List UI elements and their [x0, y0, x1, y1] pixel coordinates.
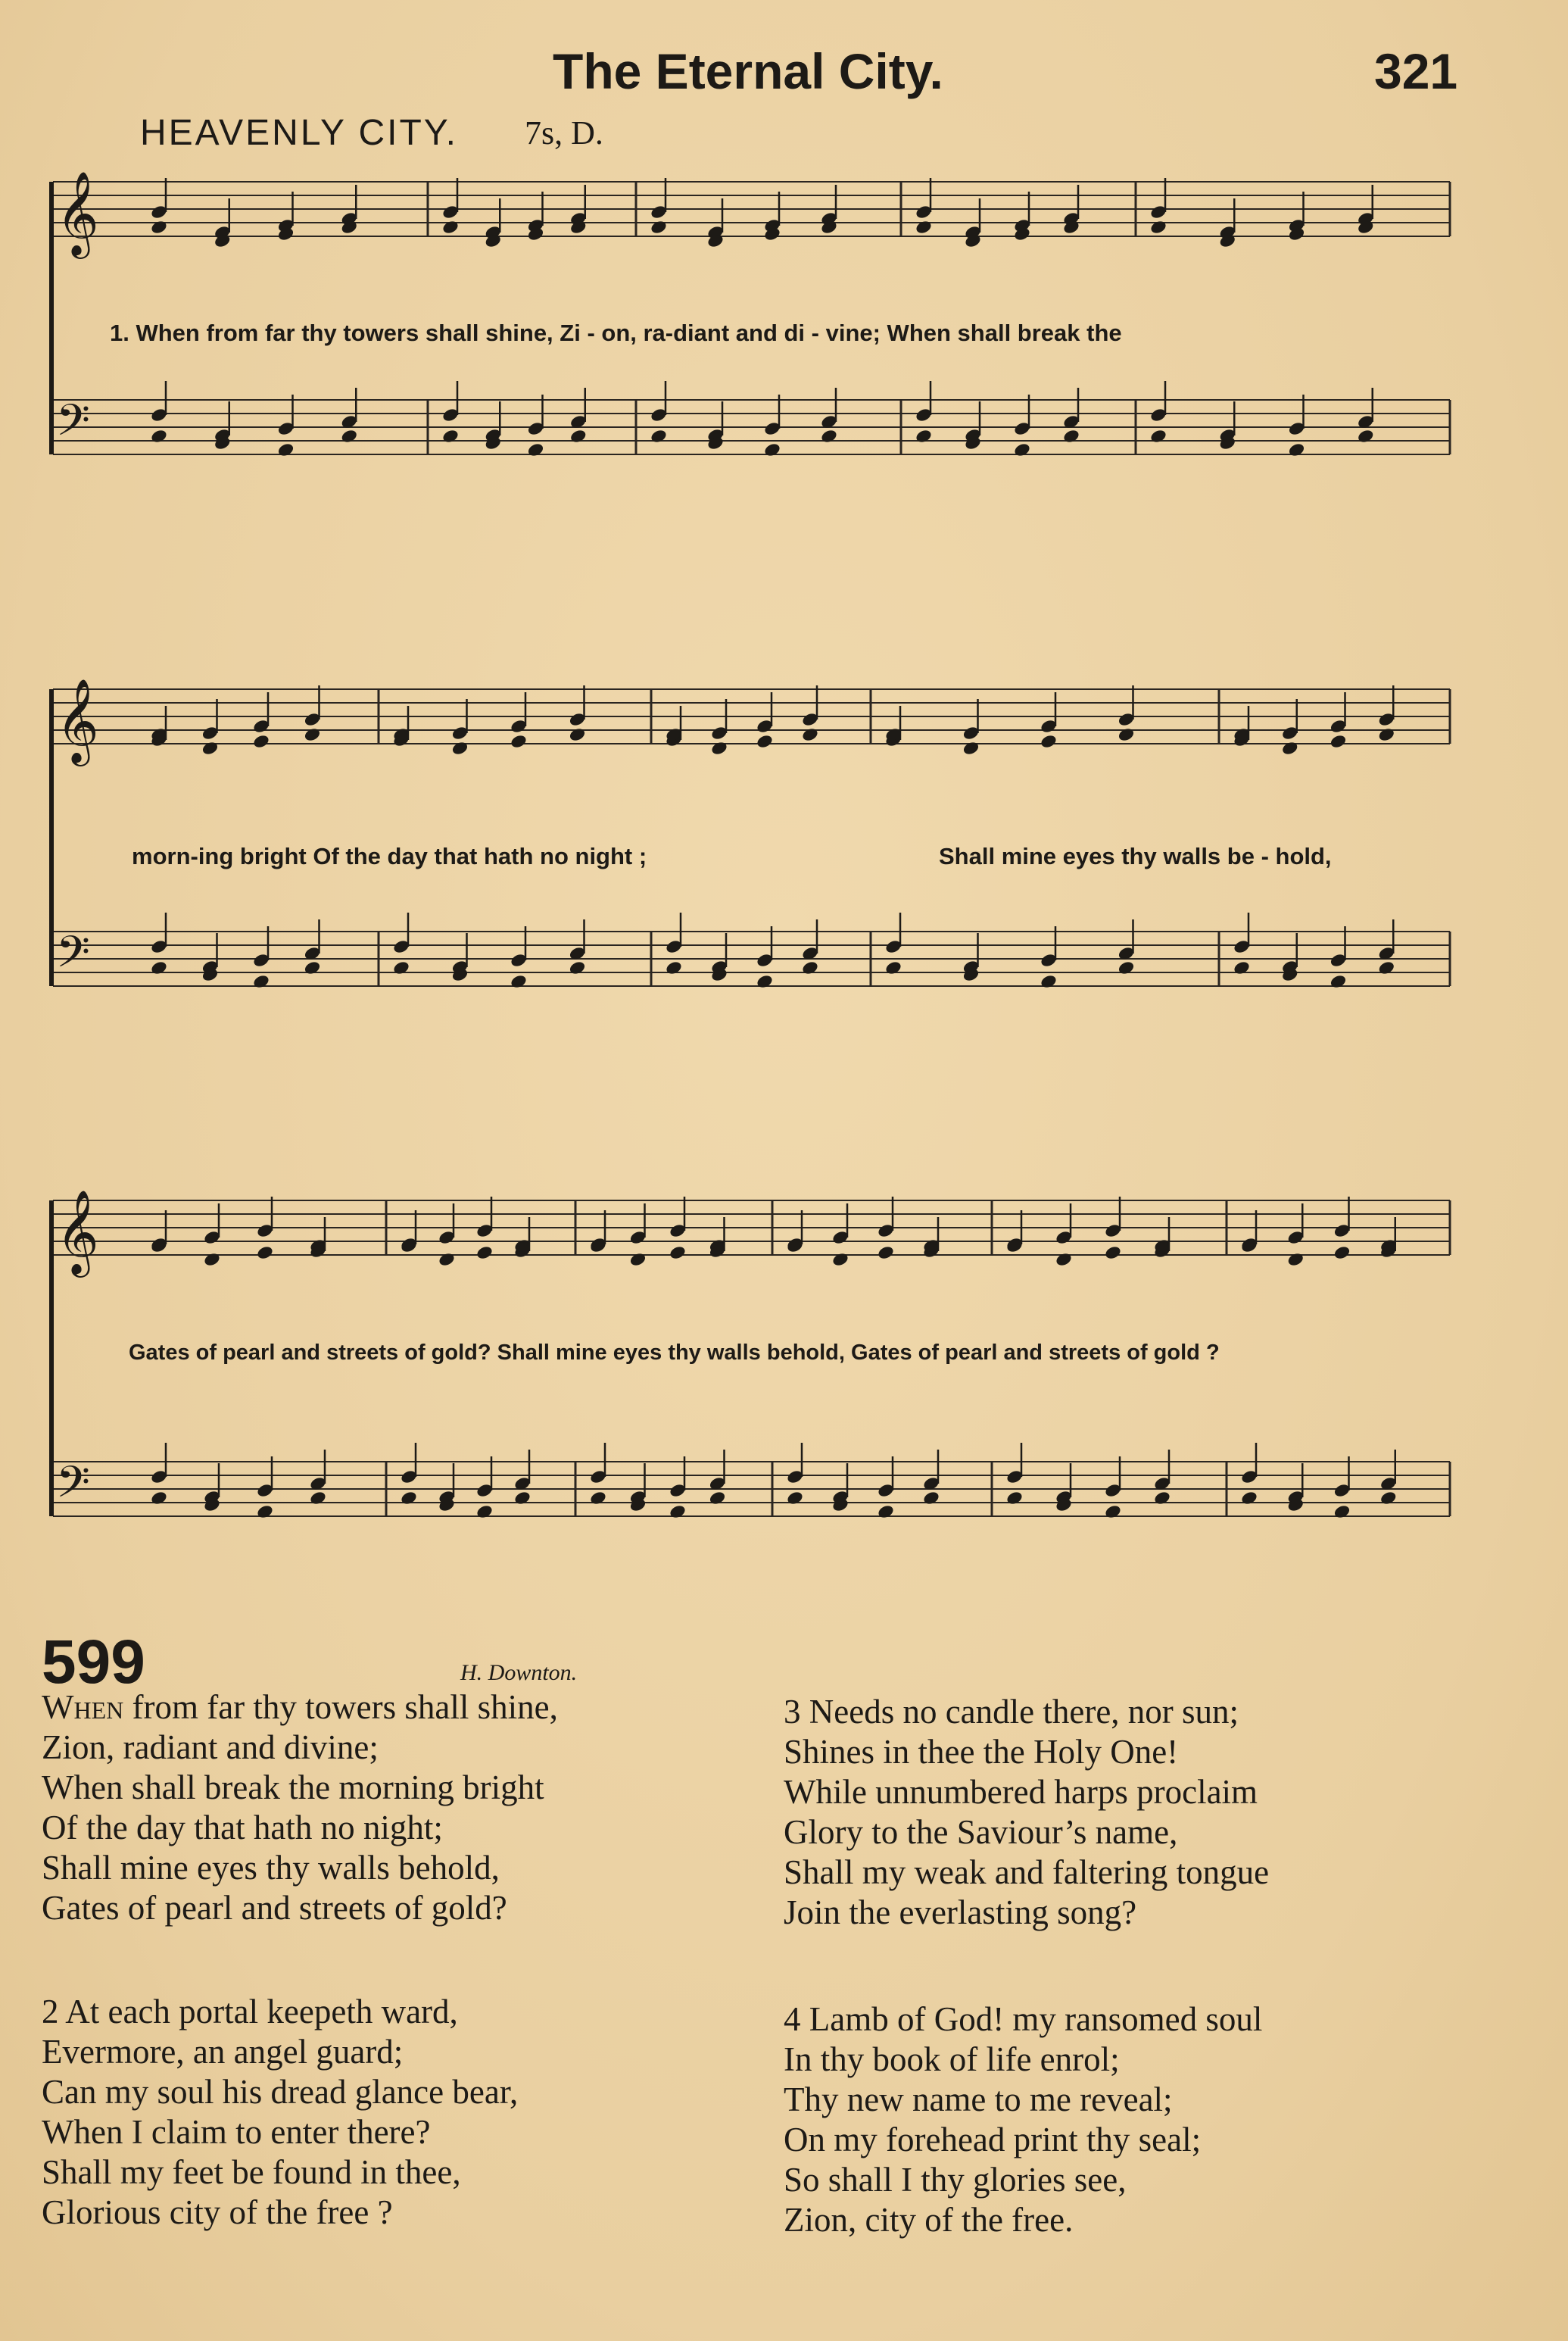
- note-head: [150, 428, 168, 444]
- note-head: [962, 740, 980, 756]
- verse-3: [784, 1692, 1269, 1933]
- verse-line: 3 Needs no candle there, nor sun;: [784, 1693, 1239, 1731]
- note-head: [1117, 960, 1135, 975]
- note-head: [1329, 733, 1347, 749]
- note-head: [150, 960, 168, 975]
- note-head: [475, 1503, 494, 1519]
- lyrics-line-2a: morn-ing bright Of the day that hath no night ;: [132, 843, 647, 869]
- verse-line: When I claim to enter there?: [42, 2113, 431, 2151]
- note-head: [438, 1251, 456, 1267]
- verse-1: [42, 1687, 558, 1928]
- verse-line: 4 Lamb of God! my ransomed soul: [784, 2000, 1263, 2038]
- bass-clef-icon: 𝄢: [56, 1456, 91, 1519]
- note-head: [441, 219, 460, 235]
- note-head: [1153, 1490, 1171, 1506]
- verse-line: While unnumbered harps proclaim: [784, 1773, 1258, 1811]
- note-head: [650, 428, 668, 444]
- note-head: [256, 1503, 274, 1519]
- note-head: [441, 428, 460, 444]
- hymn-author: H. Downton.: [460, 1660, 578, 1685]
- verse-line: Join the everlasting song?: [784, 1893, 1137, 1931]
- verse-line: On my forehead print thy seal;: [784, 2121, 1202, 2158]
- note-head: [256, 1244, 274, 1260]
- verse-line: Glorious city of the free ?: [42, 2193, 393, 2231]
- note-head: [1379, 1490, 1398, 1506]
- note-head: [801, 960, 819, 975]
- verse-line: Zion, radiant and divine;: [42, 1728, 379, 1766]
- note-head: [568, 726, 586, 742]
- verse-first-line-rest: from far thy towers shall shine,: [123, 1688, 558, 1726]
- note-head: [1286, 1251, 1305, 1267]
- note-head: [915, 219, 933, 235]
- note-head: [1104, 1244, 1122, 1260]
- note-head: [150, 219, 168, 235]
- music-system-3: [45, 1178, 1454, 1572]
- note-head: [884, 960, 902, 975]
- note-head: [1240, 1490, 1258, 1506]
- verse-line: Thy new name to me reveal;: [784, 2080, 1173, 2118]
- lyrics-line-1: 1. When from far thy towers shall shine, Zi - on, ra-diant and di - vine; When shall break the: [110, 320, 1122, 346]
- note-head: [1357, 428, 1375, 444]
- note-head: [450, 740, 469, 756]
- note-head: [276, 442, 295, 457]
- note-head: [1329, 973, 1347, 989]
- note-head: [510, 733, 528, 749]
- note-head: [513, 1490, 531, 1506]
- note-head: [1062, 428, 1080, 444]
- note-head: [1055, 1251, 1073, 1267]
- bass-clef-icon: 𝄢: [56, 926, 91, 988]
- note-head: [1333, 1244, 1351, 1260]
- verse-line: So shall I thy glories see,: [784, 2161, 1127, 2199]
- verse-line: Shall my feet be found in thee,: [42, 2153, 461, 2191]
- note-head: [400, 1490, 418, 1506]
- note-head: [922, 1490, 940, 1506]
- verse-4: [784, 1999, 1262, 2240]
- verse-line: Shall my weak and faltering tongue: [784, 1853, 1270, 1891]
- note-head: [203, 1251, 221, 1267]
- lyrics-line-2b: Shall mine eyes thy walls be - hold,: [939, 843, 1332, 869]
- verse-line: In thy book of life enrol;: [784, 2040, 1120, 2078]
- note-head: [1233, 960, 1251, 975]
- note-head: [475, 1244, 494, 1260]
- note-head: [756, 733, 774, 749]
- bass-clef-icon: 𝄢: [56, 395, 91, 457]
- treble-clef-icon: 𝄞: [56, 1189, 99, 1274]
- note-head: [628, 1251, 647, 1267]
- note-head: [650, 219, 668, 235]
- note-head: [309, 1490, 327, 1506]
- note-head: [1040, 973, 1058, 989]
- note-head: [801, 726, 819, 742]
- note-head: [1333, 1503, 1351, 1519]
- verse-line: Glory to the Saviour’s name,: [784, 1813, 1178, 1851]
- treble-clef-icon: 𝄞: [56, 678, 99, 763]
- verse-line: Zion, city of the free.: [784, 2201, 1074, 2239]
- note-head: [877, 1244, 895, 1260]
- note-head: [1005, 1490, 1024, 1506]
- music-system-1: [45, 159, 1454, 530]
- verse-line: [42, 1687, 558, 1728]
- tune-meter: 7s, D.: [525, 114, 603, 151]
- note-head: [568, 960, 586, 975]
- note-head: [510, 973, 528, 989]
- verse-line: Evermore, an angel guard;: [42, 2033, 404, 2071]
- note-head: [665, 960, 683, 975]
- verse-line: When shall break the morning bright: [42, 1768, 544, 1806]
- note-head: [786, 1490, 804, 1506]
- page-title: The Eternal City.: [553, 43, 943, 99]
- page-number: 321: [1374, 43, 1458, 99]
- note-head: [252, 733, 270, 749]
- note-head: [831, 1251, 849, 1267]
- verse-line: Gates of pearl and streets of gold?: [42, 1889, 507, 1927]
- note-head: [589, 1490, 607, 1506]
- music-system-2: [45, 666, 1454, 1060]
- note-head: [526, 442, 544, 457]
- note-head: [392, 960, 410, 975]
- note-head: [1149, 219, 1167, 235]
- note-head: [669, 1503, 687, 1519]
- verse-first-word: When: [42, 1688, 124, 1726]
- verse-line: Can my soul his dread glance bear,: [42, 2073, 519, 2111]
- note-head: [877, 1503, 895, 1519]
- tune-name: HEAVENLY CITY.: [140, 113, 458, 153]
- note-head: [303, 726, 321, 742]
- note-head: [1287, 442, 1305, 457]
- note-head: [252, 973, 270, 989]
- note-head: [201, 740, 219, 756]
- note-head: [1040, 733, 1058, 749]
- note-head: [1013, 442, 1031, 457]
- music-staff-system: [45, 1178, 1454, 1572]
- note-head: [1377, 726, 1395, 742]
- note-head: [1117, 726, 1135, 742]
- note-head: [1149, 428, 1167, 444]
- note-head: [1377, 960, 1395, 975]
- note-head: [710, 740, 728, 756]
- verse-line: 2 At each portal keepeth ward,: [42, 1993, 458, 2030]
- note-head: [303, 960, 321, 975]
- note-head: [820, 428, 838, 444]
- note-head: [763, 442, 781, 457]
- hymn-number: 599: [42, 1628, 145, 1696]
- verse-line: Shines in thee the Holy One!: [784, 1733, 1179, 1771]
- note-head: [569, 428, 588, 444]
- note-head: [669, 1244, 687, 1260]
- note-head: [708, 1490, 726, 1506]
- lyrics-line-3: Gates of pearl and streets of gold? Shall mine eyes thy walls behold, Gates of pearl and streets of gold ?: [129, 1341, 1220, 1365]
- note-head: [150, 1490, 168, 1506]
- note-head: [340, 428, 358, 444]
- verse-line: Of the day that hath no night;: [42, 1809, 443, 1846]
- note-head: [756, 973, 774, 989]
- verse-line: Shall mine eyes thy walls behold,: [42, 1849, 500, 1887]
- verse-2: [42, 1992, 518, 2233]
- note-head: [915, 428, 933, 444]
- note-head: [1281, 740, 1299, 756]
- treble-clef-icon: 𝄞: [56, 170, 99, 255]
- note-head: [1104, 1503, 1122, 1519]
